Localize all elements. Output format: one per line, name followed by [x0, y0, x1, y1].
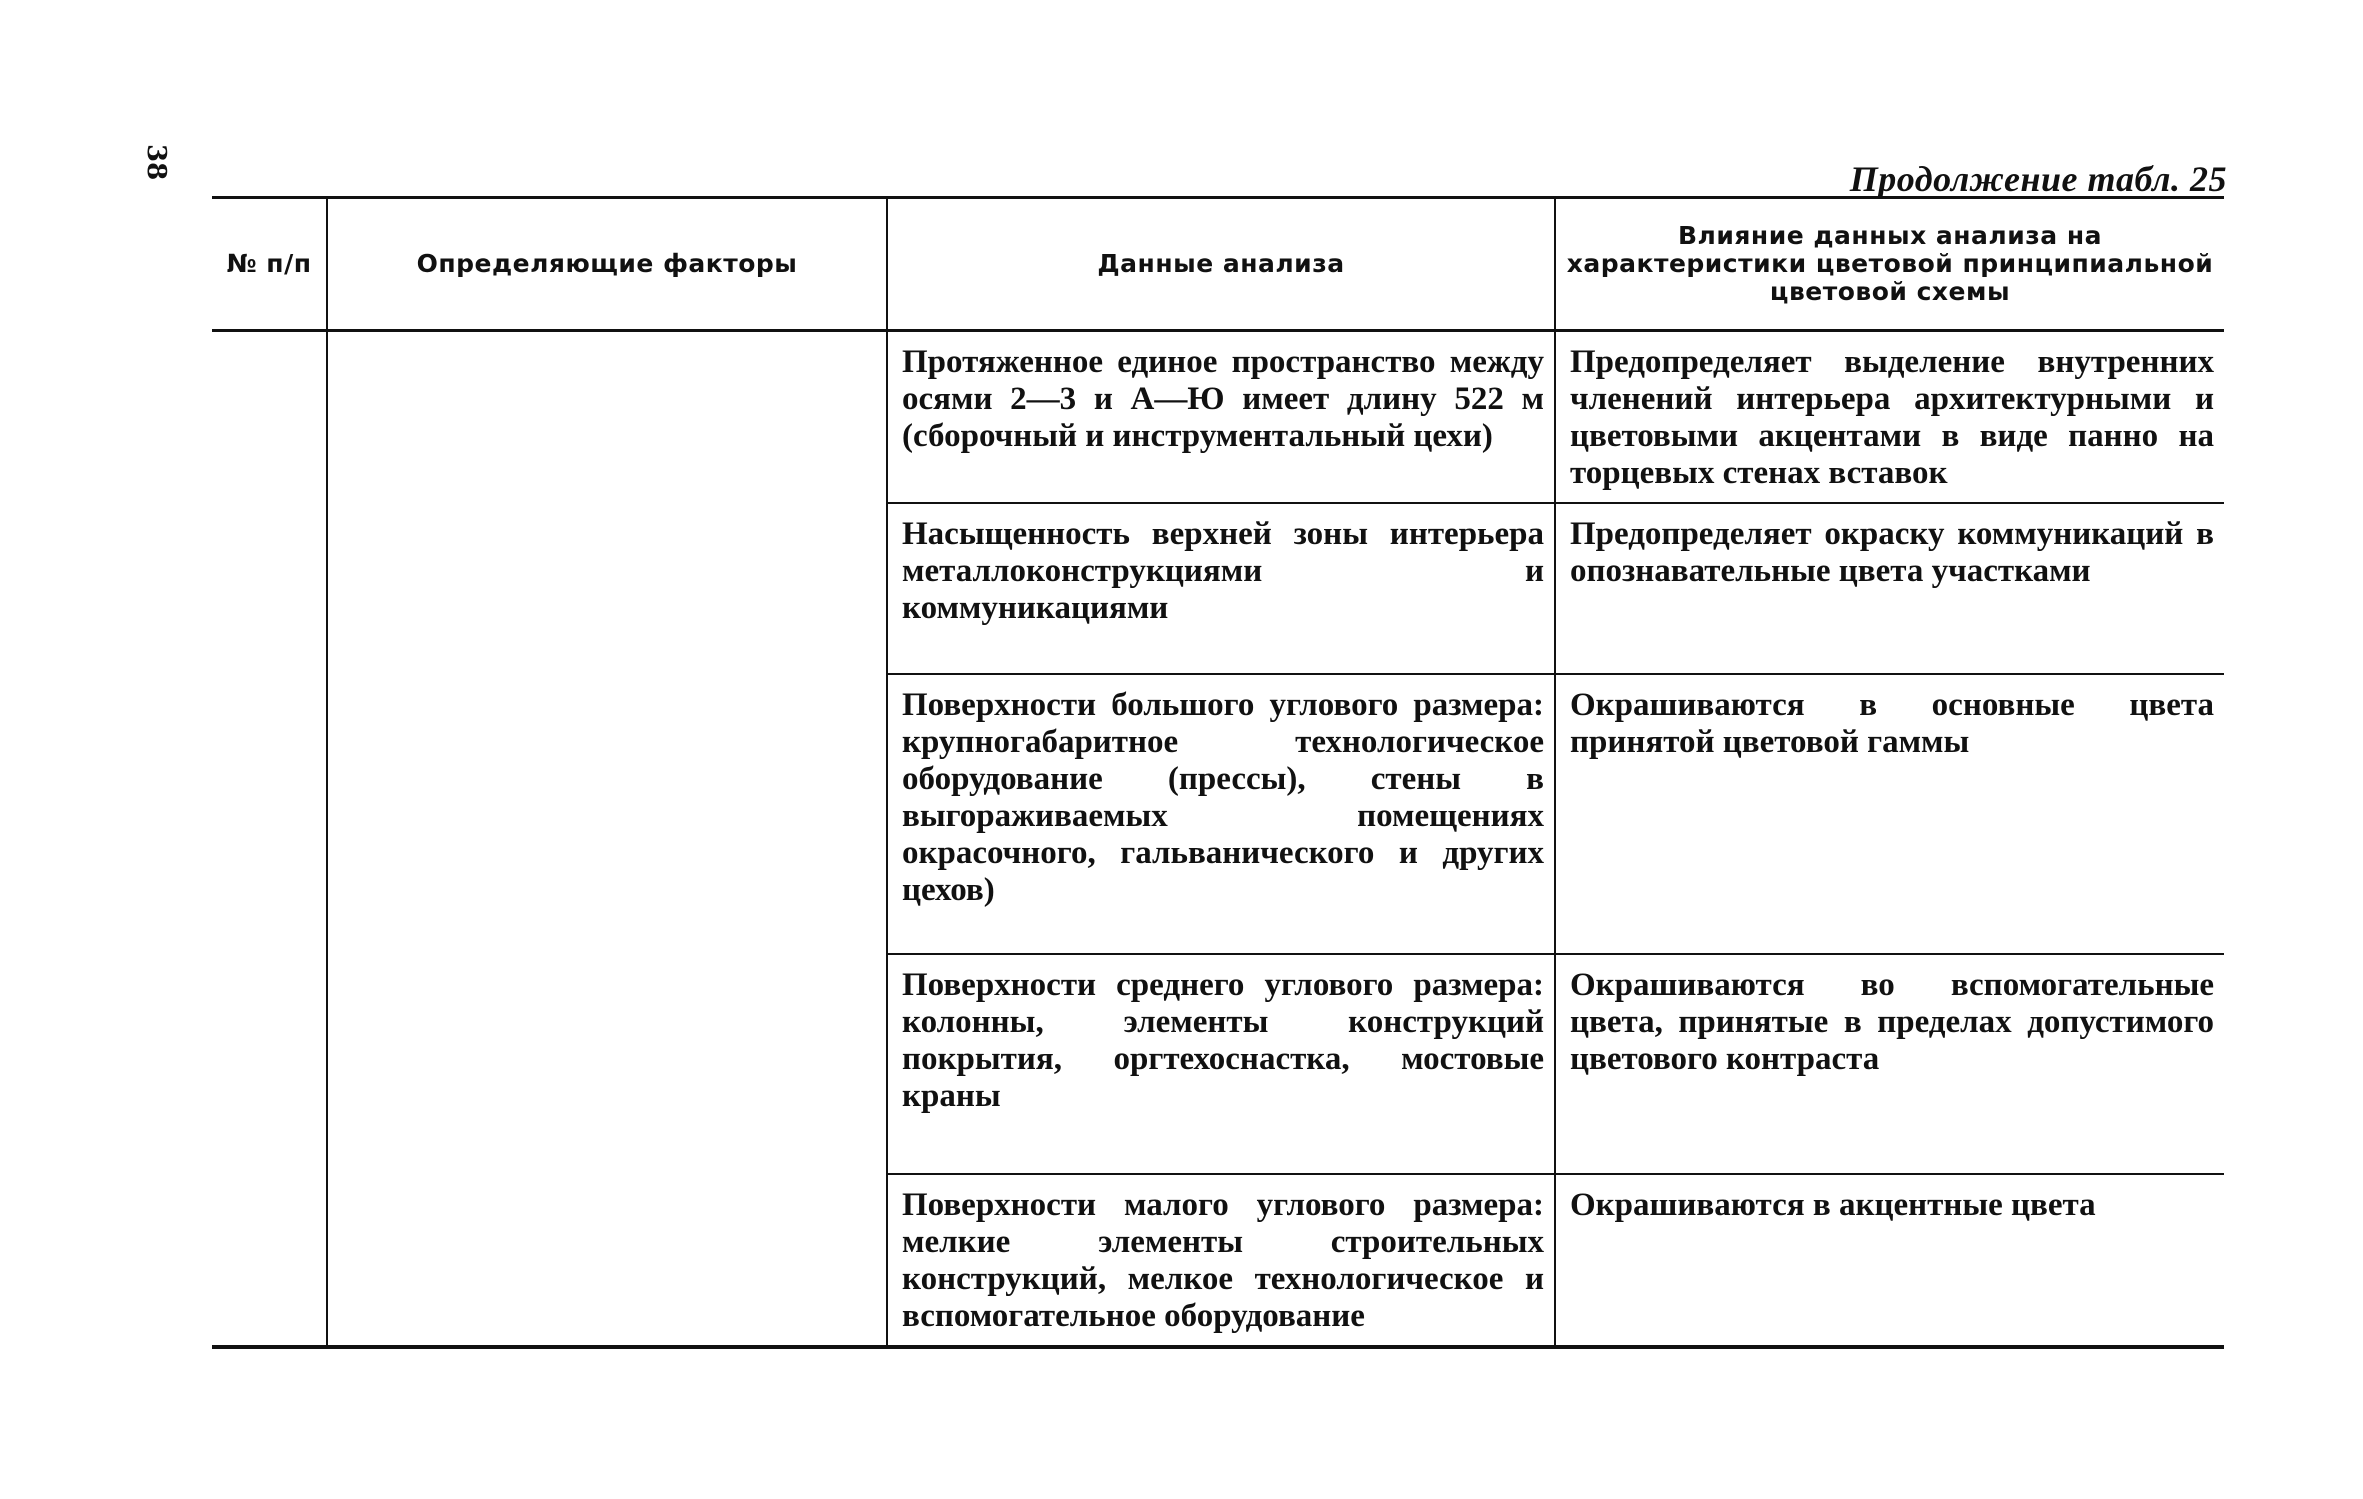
row-analysis-cell: Насыщенность верхней зоны интерьера металлоконструкциями и коммуникациями — [887, 503, 1555, 674]
row-influence-cell: Предопределяет окраску коммуникаций в опознавательные цвета участками — [1555, 503, 2224, 674]
row-number-cell — [212, 331, 327, 504]
row-factor-cell — [327, 954, 887, 1174]
table-row — [212, 954, 2224, 1174]
row-number-cell — [212, 1174, 327, 1347]
row-influence-cell: Предопределяет выделение внутренних членений интерьера архитектурными и цветовыми акцентами в виде панно на торцевых стенах вставок — [1555, 331, 2224, 504]
row-analysis-cell: Протяженное единое пространство между осями 2—3 и А—Ю имеет длину 522 м (сборочный и инструментальный цехи) — [887, 331, 1555, 504]
row-factor-cell — [327, 503, 887, 674]
header-analysis-data: Данные анализа — [887, 198, 1555, 331]
table-row — [212, 1174, 2224, 1347]
header-number: № п/п — [212, 198, 327, 331]
row-influence-cell: Окрашиваются в акцентные цвета — [1555, 1174, 2224, 1347]
row-number-cell — [212, 503, 327, 674]
row-number-cell — [212, 954, 327, 1174]
table-header — [212, 198, 2224, 331]
row-factor-cell — [327, 1174, 887, 1347]
table-body — [212, 331, 2224, 1348]
row-influence-cell: Окрашиваются во вспомогательные цвета, принятые в пределах допустимого цветового контраста — [1555, 954, 2224, 1174]
table-row — [212, 674, 2224, 954]
row-factor-cell — [327, 331, 887, 504]
header-row — [212, 198, 2224, 331]
row-analysis-cell: Поверхности среднего углового размера: колонны, элементы конструкций покрытия, оргтехоснастка, мостовые краны — [887, 954, 1555, 1174]
table-container — [212, 196, 2224, 1349]
row-analysis-cell: Поверхности большого углового размера: крупногабаритное технологическое оборудование (прессы), стены в выгораживаемых помещениях окрасочного, гальванического и других цехов) — [887, 674, 1555, 954]
table-row — [212, 503, 2224, 674]
header-influence: Влияние данных анализа на характеристики цветовой принципиальной цветовой схемы — [1555, 198, 2224, 331]
row-analysis-cell: Поверхности малого углового размера: мелкие элементы строительных конструкций, мелкое технологическое и вспомогательное оборудование — [887, 1174, 1555, 1347]
page-number: 38 — [141, 144, 171, 181]
table-row — [212, 331, 2224, 504]
row-number-cell — [212, 674, 327, 954]
analysis-table — [212, 196, 2224, 1349]
row-influence-cell: Окрашиваются в основные цвета принятой цветовой гаммы — [1555, 674, 2224, 954]
row-factor-cell — [327, 674, 887, 954]
header-factors: Определяющие факторы — [327, 198, 887, 331]
table-caption: Продолжение табл. 25 — [1849, 159, 2227, 199]
